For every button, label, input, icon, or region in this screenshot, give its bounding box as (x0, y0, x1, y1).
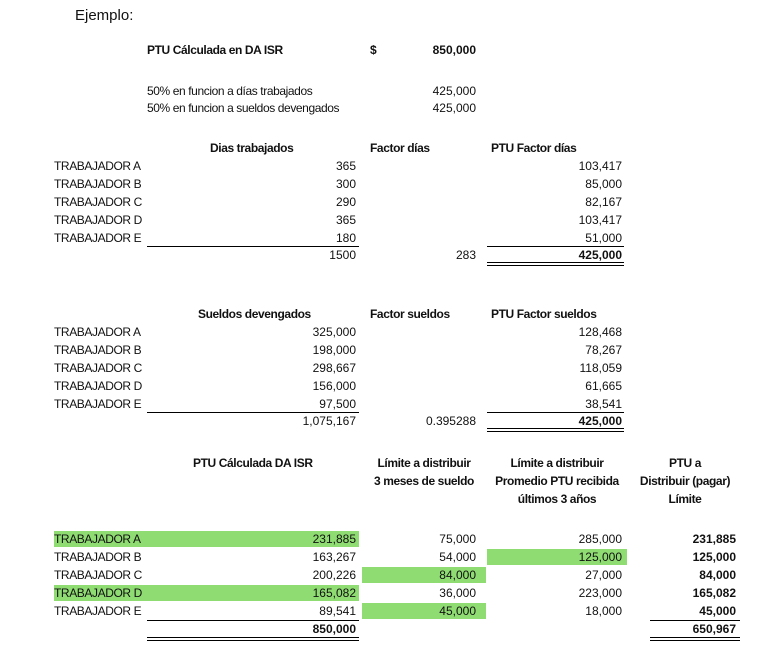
limites-pagar: 231,885 (692, 532, 736, 546)
limites-pagar: 45,000 (699, 604, 736, 618)
sueldos-ptu: 78,267 (585, 343, 622, 357)
sueldos-total: 1,075,167 (302, 414, 356, 428)
dias-ptu-total: 425,000 (578, 248, 622, 262)
sueldos-factor: 0.395288 (425, 414, 476, 428)
limites-name: TRABAJADOR E (54, 604, 142, 618)
sueldos-header-ptu: PTU Factor sueldos (491, 307, 597, 321)
dias-header-factor: Factor días (370, 141, 430, 155)
dias-total: 1500 (329, 248, 356, 262)
sueldos-name: TRABAJADOR B (54, 343, 142, 357)
limites-3m: 75,000 (439, 532, 476, 546)
sueldos-name: TRABAJADOR D (54, 379, 142, 393)
limites-prom: 18,000 (585, 604, 622, 618)
limites-pagar-total: 650,967 (692, 622, 736, 636)
sueldos-value: 325,000 (312, 325, 356, 339)
page-title: Ejemplo: (75, 7, 134, 24)
limites-name: TRABAJADOR A (54, 532, 141, 546)
limites-header-ptu: PTU Cálculada DA ISR (193, 456, 313, 470)
limites-name: TRABAJADOR C (54, 568, 142, 582)
sueldos-header-factor: Factor sueldos (370, 307, 450, 321)
limites-header-pagar-l2: Distribuir (pagar) (639, 474, 731, 488)
dias-ptu-total-line (487, 246, 624, 247)
dias-value: 180 (335, 231, 356, 245)
limites-prom: 125,000 (578, 550, 622, 564)
dias-header-ptu: PTU Factor días (491, 141, 577, 155)
limites-prom: 27,000 (585, 568, 622, 582)
dias-ptu: 85,000 (585, 177, 622, 191)
sueldos-total-line (147, 412, 359, 413)
limites-3m: 36,000 (439, 586, 476, 600)
dias-name: TRABAJADOR D (54, 213, 142, 227)
dias-ptu: 103,417 (578, 159, 622, 173)
sueldos-ptu: 38,541 (585, 397, 622, 411)
sueldos-header-sueldos: Sueldos devengados (198, 307, 311, 321)
limites-header-prom-l3: últimos 3 años (517, 492, 597, 506)
sueldos-ptu-total-double-line (487, 428, 624, 432)
limites-header-prom-l2: Promedio PTU recibida (495, 474, 619, 488)
sueldos-ptu-total-line (487, 412, 624, 413)
limites-ptu: 89,541 (319, 604, 356, 618)
dias-value: 365 (335, 159, 356, 173)
limites-name: TRABAJADOR D (54, 586, 142, 600)
limites-3m: 84,000 (439, 568, 476, 582)
sueldos-name: TRABAJADOR A (54, 325, 141, 339)
summary-ptu-total: 850,000 (432, 43, 476, 57)
dias-ptu: 51,000 (585, 231, 622, 245)
summary-sueldos-label: 50% en funcion a sueldos devengados (147, 101, 340, 115)
sueldos-name: TRABAJADOR E (54, 397, 142, 411)
limites-header-prom-l1: Límite a distribuir (510, 456, 604, 470)
sueldos-name: TRABAJADOR C (54, 361, 142, 375)
sueldos-ptu: 128,468 (578, 325, 622, 339)
sueldos-ptu: 61,665 (585, 379, 622, 393)
limites-total-line (147, 620, 359, 621)
sueldos-ptu-total: 425,000 (578, 414, 622, 428)
dias-total-line (147, 246, 359, 247)
limites-header-3m-l2: 3 meses de sueldo (374, 474, 474, 488)
limites-prom: 223,000 (578, 586, 622, 600)
limites-pagar-total-double-line (650, 637, 740, 641)
dias-value: 300 (335, 177, 356, 191)
limites-ptu: 231,885 (312, 532, 356, 546)
limites-ptu: 163,267 (312, 550, 356, 564)
limites-ptu-total: 850,000 (312, 622, 356, 636)
sueldos-value: 198,000 (312, 343, 356, 357)
limites-ptu: 165,082 (312, 586, 356, 600)
summary-sueldos-value: 425,000 (432, 101, 476, 115)
dias-name: TRABAJADOR B (54, 177, 142, 191)
sueldos-value: 156,000 (312, 379, 356, 393)
sueldos-value: 97,500 (319, 397, 356, 411)
limites-pagar-total-line (650, 620, 740, 621)
limites-header-pagar-l3: Límite (668, 492, 702, 506)
dias-value: 290 (335, 195, 356, 209)
limites-prom: 285,000 (578, 532, 622, 546)
limites-pagar: 125,000 (692, 550, 736, 564)
dias-name: TRABAJADOR E (54, 231, 142, 245)
dias-header-dias: Dias trabajados (210, 141, 294, 155)
summary-currency: $ (370, 43, 377, 57)
dias-factor: 283 (455, 248, 476, 262)
limites-pagar: 84,000 (699, 568, 736, 582)
dias-name: TRABAJADOR A (54, 159, 141, 173)
limites-ptu: 200,226 (312, 568, 356, 582)
summary-dias-label: 50% en funcion a días trabajados (147, 84, 313, 98)
sueldos-ptu: 118,059 (579, 361, 622, 375)
limites-header-3m-l1: Límite a distribuir (377, 456, 471, 470)
dias-name: TRABAJADOR C (54, 195, 142, 209)
limites-3m: 54,000 (439, 550, 476, 564)
dias-ptu: 82,167 (585, 195, 622, 209)
limites-name: TRABAJADOR B (54, 550, 142, 564)
limites-header-pagar-l1: PTU a (668, 456, 701, 470)
dias-ptu: 103,417 (578, 213, 622, 227)
summary-ptu-label: PTU Cálculada en DA ISR (147, 43, 283, 57)
limites-pagar: 165,082 (692, 586, 736, 600)
limites-ptu-total-double-line (147, 637, 359, 641)
dias-ptu-total-double-line (487, 262, 624, 266)
summary-dias-value: 425,000 (432, 84, 476, 98)
sueldos-value: 298,667 (312, 361, 356, 375)
dias-value: 365 (335, 213, 356, 227)
limites-3m: 45,000 (439, 604, 476, 618)
